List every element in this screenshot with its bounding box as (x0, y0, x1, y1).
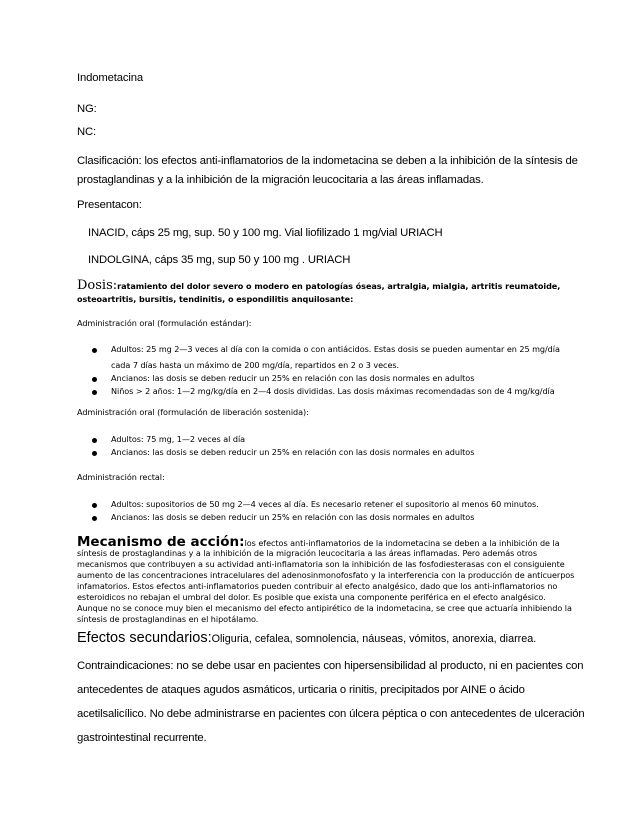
oral-sostenida-heading: Administración oral (formulación de liberación sostenida): (77, 407, 309, 417)
presentacion-item: INDOLGINA, cáps 35 mg, sup 50 y 100 mg . URIACH (88, 254, 351, 266)
mecanismo-line: aumento de las concentraciones intracelulares del adenosinmonofosfato y la interferencia con la producción de anticuerpos (77, 570, 575, 580)
dosis-heading: Dosis: (77, 278, 118, 293)
mecanismo-line: síntesis de prostaglandinas en el hipotálamo. (77, 614, 259, 624)
rectal-heading: Administración rectal: (77, 472, 165, 482)
contraindicaciones-line: Contraindicaciones: no se debe usar en pacientes con hipersensibilidad al producto, ni en pacientes con (77, 660, 584, 672)
mecanismo-line: síntesis de prostaglandinas y a la inhibición de la migración leucocitaria a las áreas inflamadas. Pero además otros (77, 548, 537, 558)
dosis-text: ratamiento del dolor severo o modero en patologías óseas, artralgia, mialgia, artritis reumatoide, (117, 281, 561, 291)
list-item-continuation: cada 7 días hasta un máximo de 200 mg/día, repartidos en 2 o 3 veces. (111, 360, 400, 370)
efectos-text: Oliguria, cefalea, somnolencia, náuseas, vómitos, anorexia, diarrea. (211, 633, 537, 645)
contraindicaciones-line: gastrointestinal recurrente. (77, 732, 207, 744)
mecanismo-line: mecanismos que contribuyen a su actividad anti-inflamatoria son la inhibición de las fosfodiesterasas con el consiguiente (77, 559, 565, 569)
list-item: Ancianos: las dosis se deben reducir un 25% en relación con las dosis normales en adultos (111, 373, 475, 383)
contraindicaciones-line: antecedentes de ataques agudos asmáticos, urticaria o rinitis, precipitados por AINE o ácido (77, 684, 525, 696)
list-item: Adultos: 25 mg 2—3 veces al día con la comida o con antiácidos. Estas dosis se pueden aumentar en 25 mg/día (111, 344, 560, 354)
document-title: Indometacina (77, 72, 144, 84)
list-item: Adultos: 75 mg, 1—2 veces al día (111, 434, 246, 444)
efectos-heading: Efectos secundarios: (77, 630, 212, 646)
mecanismo-line: infamatorios. Estos efectos anti-inflamatorios pueden contribuir al efecto analgésico, dado que los anti-inflamatorios no (77, 581, 558, 591)
clasificacion-line-2: prostaglandinas y a la inhibición de la migración leucocitaria a las áreas inflamadas. (77, 174, 484, 186)
dosis-line-2: osteoartritis, bursitis, tendinitis, o espondilitis anquilosante: (77, 294, 354, 304)
list-item: Adultos: supositorios de 50 mg 2—4 veces al día. Es necesario retener el supositorio al menos 60 minutos. (111, 499, 539, 509)
contraindicaciones-line: acetilsalicílico. No debe administrarse en pacientes con úlcera péptica o con antecedentes de ulceración (77, 708, 585, 720)
bullet-icon (92, 377, 97, 382)
mecanismo-line: Aunque no se conoce muy bien el mecanismo del efecto antipirético de la indometacina, se cree que actuaría inhibiendo la (77, 603, 572, 613)
presentacion-item: INACID, cáps 25 mg, sup. 50 y 100 mg. Vial liofilizado 1 mg/vial URIACH (88, 227, 443, 239)
oral-estandar-heading: Administración oral (formulación estándar): (77, 318, 252, 328)
dosis-line-1 (77, 276, 560, 294)
nc-label: NC: (77, 126, 97, 138)
bullet-icon (92, 348, 97, 353)
bullet-icon (92, 390, 97, 395)
bullet-icon (92, 503, 97, 508)
bullet-icon (92, 451, 97, 456)
mecanismo-text: los efectos anti-inflamatorios de la indometacina se deben a la inhibición de la (244, 538, 560, 548)
efectos-secundarios (77, 629, 536, 647)
ng-label: NG: (77, 103, 97, 115)
clasificacion-line-1: Clasificación: los efectos anti-inflamatorios de la indometacina se deben a la inhibición de la síntesis de (77, 155, 578, 167)
list-item: Niños > 2 años: 1—2 mg/kg/día en 2—4 dosis divididas. Las dosis máximas recomendadas son de 4 mg/kg/día (111, 386, 555, 396)
mecanismo-line: esteroidicos no rebajan el umbral del dolor. Es posible que exista una componente periférica en el efecto analgésico. (77, 592, 546, 602)
list-item: Ancianos: las dosis se deben reducir un 25% en relación con las dosis normales en adultos (111, 512, 475, 522)
bullet-icon (92, 438, 97, 443)
list-item: Ancianos: las dosis se deben reducir un 25% en relación con las dosis normales en adultos (111, 447, 475, 457)
bullet-icon (92, 516, 97, 521)
mecanismo-heading: Mecanismo de acción: (77, 534, 245, 550)
presentacion-heading: Presentacon: (77, 199, 142, 211)
